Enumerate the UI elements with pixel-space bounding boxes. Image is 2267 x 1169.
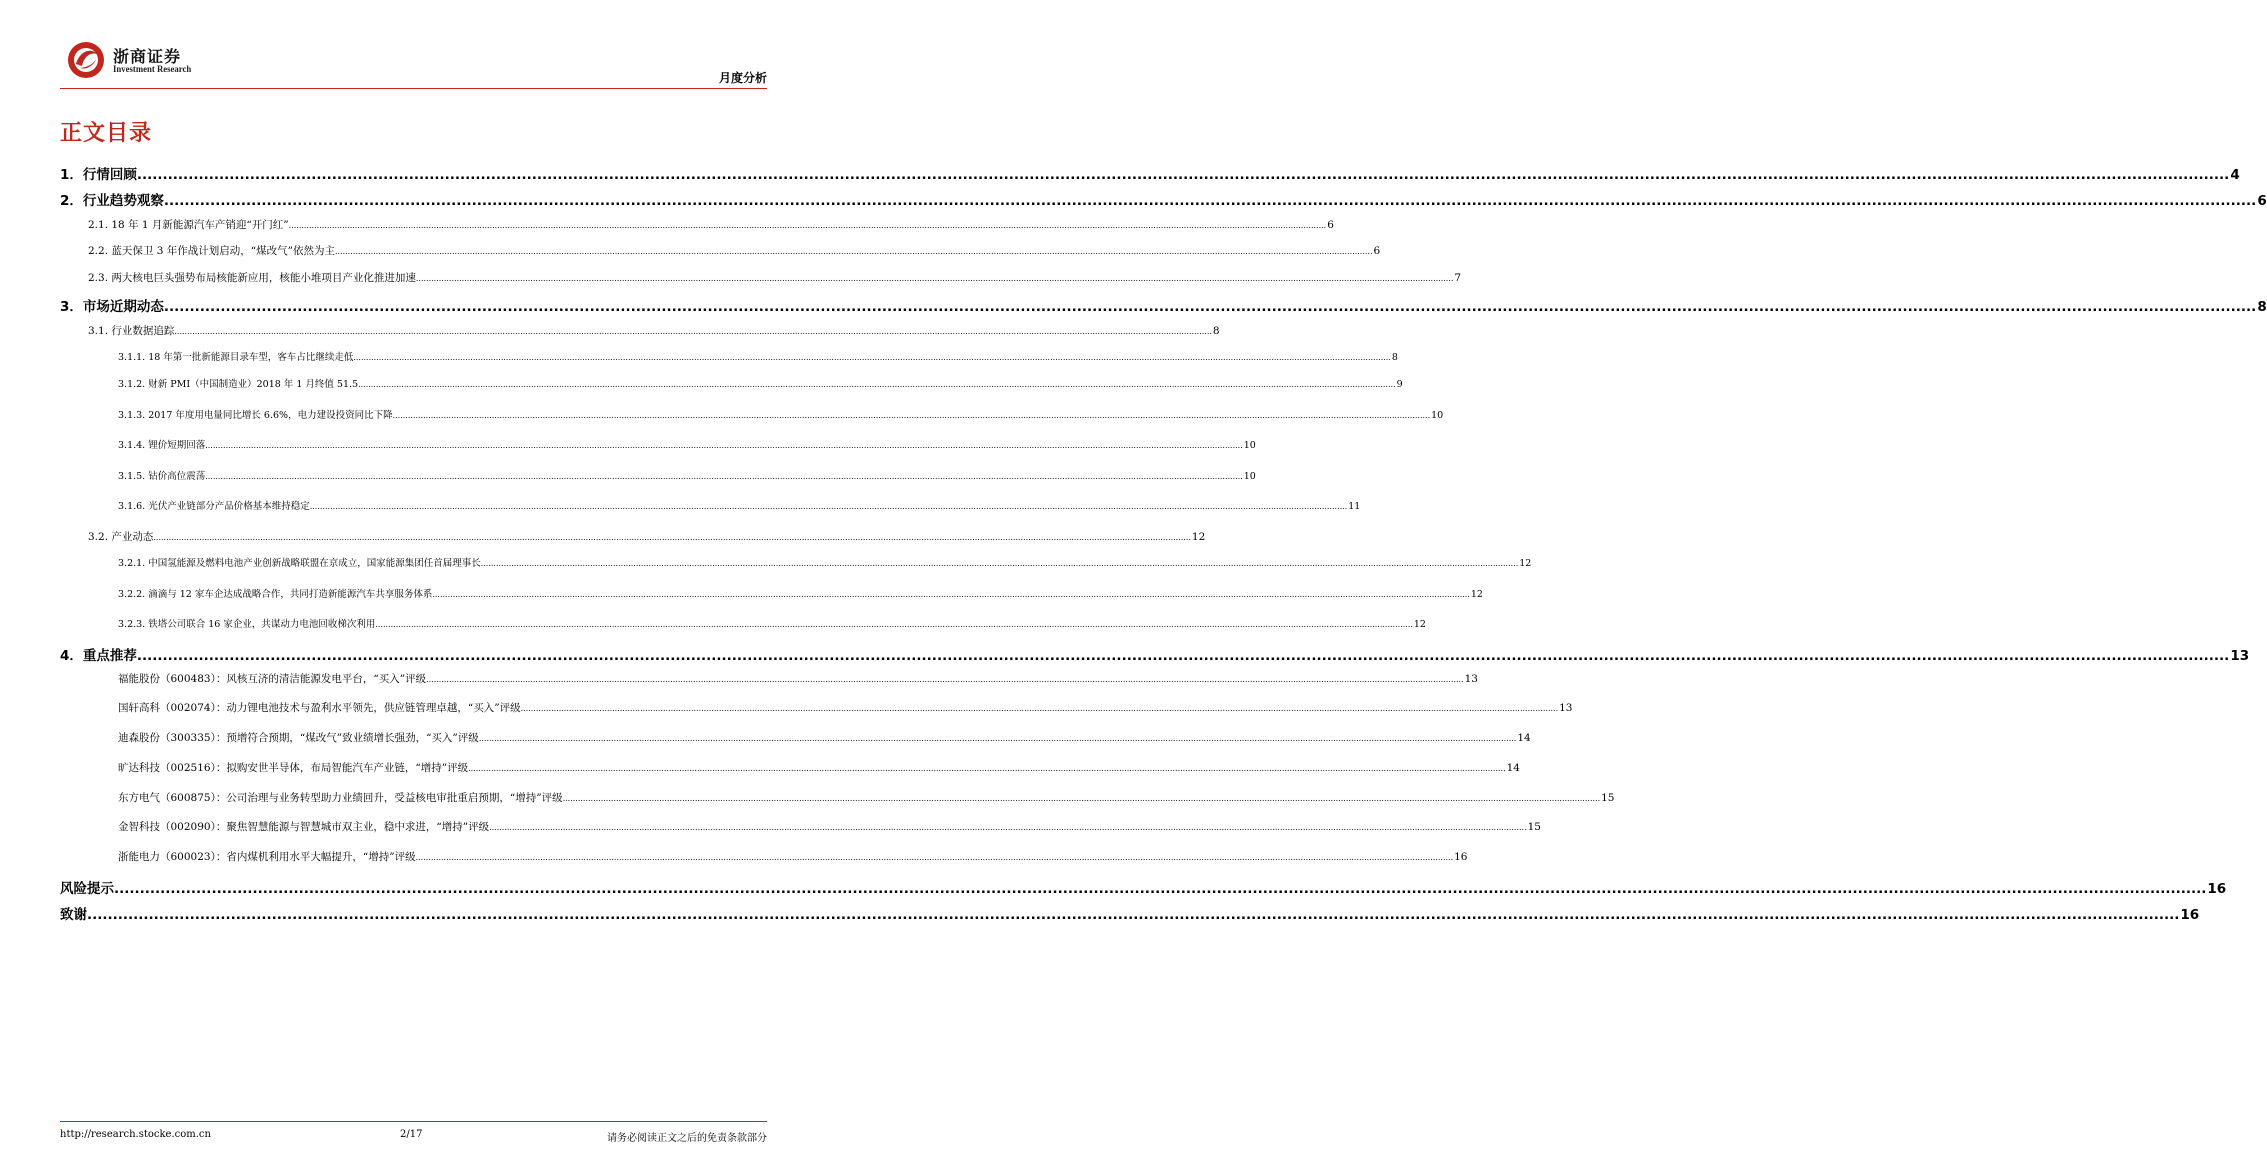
toc-entry[interactable] [88,323,1220,338]
toc-entry-title: 3.1.3. 2017 年度用电量同比增长 6.6%，电力建设投资同比下降 [118,410,393,421]
toc-entry-title: 风险提示 [60,881,114,897]
toc-entry[interactable] [118,437,1256,451]
toc-entry-page: 13 [1559,702,1573,714]
footer-url[interactable]: http://research.stocke.com.cn [60,1129,211,1140]
toc-entry[interactable] [60,903,2200,923]
toc-entry[interactable] [118,349,1398,363]
toc-entry-title: 3.1.5. 钴价高位震荡 [118,471,206,482]
toc-entry-page: 12 [1470,589,1483,600]
toc-entry-page: 16 [2180,907,2200,923]
footer-page-number: 2/17 [400,1129,423,1140]
toc-entry-title: 3.1.1. 18 年第一批新能源目录车型，客车占比继续走低 [118,352,354,363]
toc-entry[interactable] [88,217,1334,232]
toc-entry[interactable] [60,163,2240,183]
toc-entry-page: 6 [2257,193,2267,209]
toc-entry-title: 金智科技（002090）：聚焦智慧能源与智慧城市双主业，稳中求进，“增持”评级 [118,821,490,833]
toc-entry-title: 3.2. 产业动态 [88,531,154,543]
toc-entry[interactable] [118,616,1426,630]
toc-entry[interactable] [60,877,2227,897]
toc-entry[interactable] [118,730,1531,745]
toc-entry-page: 10 [1431,410,1444,421]
toc-entry-page: 12 [1191,531,1206,543]
report-type: 月度分析 [718,71,767,85]
toc-entry[interactable] [118,819,1541,834]
toc-entry-page: 10 [1243,440,1256,451]
toc-entry-page: 11 [1348,501,1361,512]
toc-entry-page: 8 [2257,299,2267,315]
toc-entry[interactable] [118,790,1615,805]
toc-entry-page: 12 [1413,619,1426,630]
toc-entry-page: 16 [1454,851,1468,863]
toc-entry-title: 3．市场近期动态 [60,299,164,315]
toc-entry-title: 3.1.6. 光伏产业链部分产品价格基本维持稳定 [118,501,310,512]
toc-entry[interactable] [60,644,2250,664]
toc-entry-title: 1．行情回顾 [60,167,137,183]
toc-entry[interactable] [88,243,1381,258]
toc-entry-page: 14 [1517,732,1531,744]
toc-entry-page: 9 [1396,379,1403,390]
toc-entry-title: 迪森股份（300335）：预增符合预期，“煤改气”致业绩增长强劲，“买入”评级 [118,732,479,744]
footer-divider [60,1121,767,1122]
toc-entry[interactable] [118,498,1361,512]
footer-disclaimer: 请务必阅读正文之后的免责条款部分 [607,1133,767,1144]
toc-entry-page: 14 [1506,762,1520,774]
toc-entry-page: 10 [1243,471,1256,482]
toc-entry-title: 3.2.1. 中国氢能源及燃料电池产业创新战略联盟在京成立，国家能源集团任首届理事长 [118,558,481,569]
toc-entry[interactable] [118,671,1478,686]
toc-entry-title: 3.1. 行业数据追踪 [88,325,175,337]
toc-entry-title: 3.1.2. 财新 PMI（中国制造业）2018 年 1 月终值 51.5 [118,379,359,390]
toc-entry-title: 2.3. 两大核电巨头强势布局核能新应用，核能小堆项目产业化推进加速 [88,272,416,284]
toc-entry-title: 3.2.2. 滴滴与 12 家车企达成战略合作，共同打造新能源汽车共享服务体系 [118,589,433,600]
toc-entry-title: 旷达科技（002516）：拟购安世半导体，布局智能汽车产业链，“增持”评级 [118,762,469,774]
toc-title: 正文目录 [60,121,153,146]
toc-entry-title: 4．重点推荐 [60,648,137,664]
brand-subtitle: Investment Research [113,65,192,75]
brand-name: 浙商证券 [113,47,182,66]
toc-entry-page: 15 [1601,792,1615,804]
toc-entry-title: 浙能电力（600023）：省内煤机利用水平大幅提升，“增持”评级 [118,851,416,863]
toc-entry[interactable] [118,700,1573,715]
toc-entry[interactable] [118,468,1256,482]
toc-entry[interactable] [118,376,1403,390]
toc-entry[interactable] [60,189,2267,209]
toc-entry-title: 2.2. 蓝天保卫 3 年作战计划启动，“煤改气”依然为主 [88,245,335,257]
toc-entry-title: 国轩高科（002074）：动力锂电池技术与盈利水平领先，供应链管理卓越，“买入”评级 [118,702,521,714]
toc-entry-page: 6 [1327,219,1334,231]
toc-entry[interactable] [88,529,1206,544]
toc-entry-page: 7 [1454,272,1462,284]
toc-entry-page: 13 [1464,673,1478,685]
toc-entry-page: 4 [2230,167,2240,183]
toc-entry[interactable] [118,555,1532,569]
toc-entry-page: 8 [1391,352,1398,363]
toc-entry-page: 15 [1527,821,1541,833]
toc-entry[interactable] [118,407,1444,421]
toc-entry-title: 致谢 [60,907,87,923]
toc-entry-title: 福能股份（600483）：风核互济的清洁能源发电平台，“买入”评级 [118,673,427,685]
toc-entry[interactable] [60,295,2267,315]
toc-entry[interactable] [118,586,1483,600]
toc-entry[interactable] [118,760,1520,775]
toc-entry-page: 8 [1212,325,1220,337]
toc-entry-page: 6 [1373,245,1381,257]
toc-entry-title: 2.1. 18 年 1 月新能源汽车产销迎“开门红” [88,219,289,231]
toc-entry-title: 3.1.4. 锂价短期回落 [118,440,206,451]
toc-entry-title: 2．行业趋势观察 [60,193,164,209]
toc-entry-title: 东方电气（600875）：公司治理与业务转型助力业绩回升，受益核电审批重启预期，“增持”评级 [118,792,563,804]
toc-entry-page: 13 [2230,648,2250,664]
toc-entry[interactable] [88,270,1462,285]
toc-entry[interactable] [118,849,1468,864]
toc-entry-page: 16 [2207,881,2227,897]
toc-entry-title: 3.2.3. 铁塔公司联合 16 家企业，共谋动力电池回收梯次利用 [118,619,376,630]
toc-entry-page: 12 [1519,558,1532,569]
